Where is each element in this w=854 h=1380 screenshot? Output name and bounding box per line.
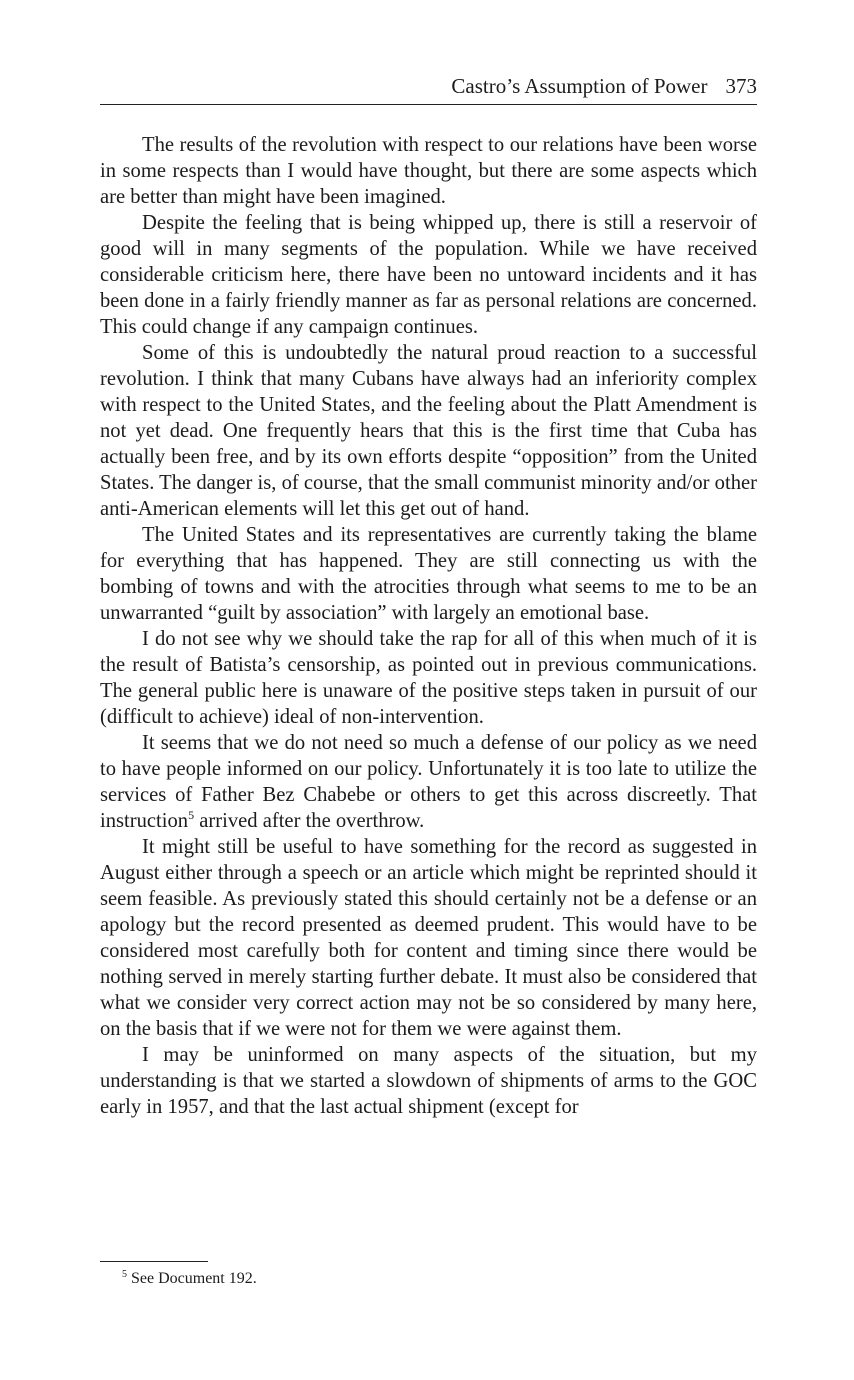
paragraph: The United States and its representatives are currently taking the blame for everything that has happened. They are still connecting us with the bombing of towns and with the atrocities through what seems to me to be an unwarranted “guilt by association” with largely an emotional base. xyxy=(100,524,757,624)
footnote-text: See Document 192. xyxy=(131,1270,257,1287)
page-number: 373 xyxy=(725,74,757,98)
footnote-divider xyxy=(100,1261,208,1262)
paragraph: It might still be useful to have something for the record as suggested in August either through a speech or an article which might be reprinted should it seem feasible. As previously stated this should certainly not be a defense or an apology but the record presented as deemed prudent. This would have to be considered most carefully both for content and timing since there would be nothing served in merely starting further debate. It must also be considered that what we consider very correct action may not be so considered by many here, on the basis that if we were not for them we were against them. xyxy=(100,836,757,1040)
paragraph-text-after: arrived after the overthrow. xyxy=(194,810,425,832)
running-title: Castro’s Assumption of Power xyxy=(451,74,708,98)
paragraph: Some of this is undoubtedly the natural proud reaction to a successful revolution. I think that many Cubans have always had an inferiority complex with respect to the United States, and the feeling about the Platt Amendment is not yet dead. One frequently hears that this is the first time that Cuba has actually been free, and by its own efforts despite “opposition” from the United States. The danger is, of course, that the small communist minority and/or other anti-American elements will let this get out of hand. xyxy=(100,342,757,520)
paragraph-with-footnote-ref xyxy=(100,730,757,834)
paragraph-text-before: It seems that we do not need so much a defense of our policy as we need to have people informed on our policy. Unfortunately it is too late to utilize the services of Father Bez Chabebe or others to get this across discreetly. That instruction xyxy=(100,732,757,832)
running-head xyxy=(100,72,757,105)
page xyxy=(100,72,757,1120)
footnote-reference[interactable]: 5 xyxy=(188,808,195,823)
footnote xyxy=(122,1268,257,1290)
paragraph: The results of the revolution with respect to our relations have been worse in some respects than I would have thought, but there are some aspects which are better than might have been imagined. xyxy=(100,134,757,208)
paragraph: I may be uninformed on many aspects of the situation, but my understanding is that we started a slowdown of shipments of arms to the GOC early in 1957, and that the last actual shipment (except for xyxy=(100,1044,757,1118)
paragraph: Despite the feeling that is being whipped up, there is still a reservoir of good will in many segments of the population. While we have received considerable criticism here, there have been no untoward incidents and it has been done in a fairly friendly manner as far as personal relations are concerned. This could change if any campaign continues. xyxy=(100,212,757,338)
body-text xyxy=(100,132,757,1120)
footnote-mark: 5 xyxy=(122,1268,127,1280)
paragraph: I do not see why we should take the rap for all of this when much of it is the result of Batista’s censorship, as pointed out in previous communications. The general public here is unaware of the positive steps taken in pursuit of our (difficult to achieve) ideal of non-intervention. xyxy=(100,628,757,728)
